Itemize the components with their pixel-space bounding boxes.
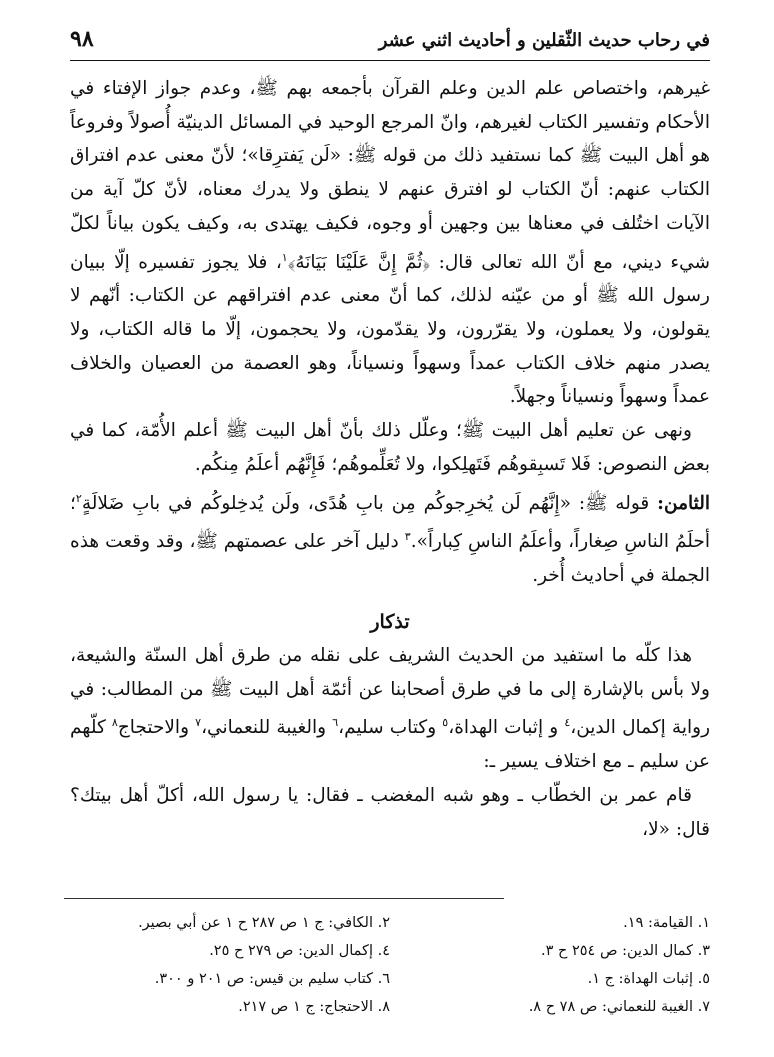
paragraph-4-text-d: والغيبة للنعماني، bbox=[201, 717, 333, 739]
paragraph-3-text-a: قوله ﷺ: «إِنَّهُم لَن يُخرِجوكُم مِن بابِ هُدًى، ولَن يُدخِلوكُم في بابِ ضَلالَةٍ bbox=[81, 492, 658, 514]
footnote-ref-8: ٨ bbox=[111, 716, 118, 730]
footnote-ref-4: ٤ bbox=[564, 716, 571, 730]
paragraph-3 bbox=[70, 482, 710, 593]
eighth-point-label: الثامن: bbox=[657, 492, 710, 514]
footnote-1: ١. القيامة: ١٩. bbox=[623, 915, 710, 931]
footnote-ref-6: ٦ bbox=[332, 716, 339, 730]
footnote-2: ٢. الكافي: ج ١ ص ٢٨٧ ح ١ عن أبي بصير. bbox=[138, 915, 390, 931]
paragraph-4-text-f: كلّهم عن سليم ـ مع اختلاف يسير ـ: bbox=[70, 717, 710, 773]
paragraph-4-text-e: والاحتجاج bbox=[117, 717, 196, 739]
paragraph-1 bbox=[70, 72, 710, 414]
paragraph-4-text-a: هذا كلّه ما استفيد من الحديث الشريف على نقله من طرق أهل السنّة والشيعة، ولا بأس بالإشارة إلى ما في طرق أصحابنا عن أئمّة أهل البيت ﷺ من المطالب: في رواية إكمال الدين، bbox=[70, 645, 710, 739]
section-heading: تذكار bbox=[370, 611, 410, 634]
footnote-divider bbox=[64, 898, 504, 899]
footnote-3: ٣. كمال الدين: ص ٢٥٤ ح ٣. bbox=[541, 943, 710, 959]
footnote-5: ٥. إثبات الهداة: ج ١. bbox=[587, 971, 710, 987]
footnote-row bbox=[70, 994, 710, 1022]
paragraph-3-text-c: دليل آخر على عصمتهم ﷺ، وقد وقعت هذه الجملة في أحاديث أُخر. bbox=[70, 531, 710, 587]
footnote-ref-5: ٥ bbox=[442, 716, 449, 730]
footnote-row bbox=[70, 910, 710, 938]
footnote-7: ٧. الغيبة للنعماني: ص ٧٨ ح ٨. bbox=[528, 999, 710, 1015]
paragraph-3-text-b: ؛ أحلَمُ الناسِ صِغاراً، وأعلَمُ الناسِ كِباراً». bbox=[70, 492, 710, 553]
running-title: في رحاب حديث الثّقلين و أحاديث اثني عشر bbox=[378, 30, 710, 51]
footnote-ref-3: ٣ bbox=[404, 530, 411, 544]
paragraph-4-text-b: و إثبات الهداة، bbox=[448, 717, 565, 739]
page-header bbox=[70, 24, 710, 58]
footnote-row bbox=[70, 966, 710, 994]
footnote-4: ٤. إكمال الدين: ص ٢٧٩ ح ٢٥. bbox=[209, 943, 390, 959]
paragraph-5: قام عمر بن الخطّاب ـ وهو شبه المغضب ـ فقال: يا رسول الله، أكلّ أهل بيتك؟ قال: «لا، bbox=[70, 784, 710, 840]
paragraph-2: ونهى عن تعليم أهل البيت ﷺ؛ وعلّل ذلك بأنّ أهل البيت ﷺ أعلم الأُمّة، كما في بعض النصوص: فَلا تَسبِقوهُم فَتَهلِكوا، ولا تُعَلِّموهُم؛ فَإِنَّهُم أعلَمُ مِنكُم. bbox=[70, 420, 710, 475]
paragraph-4 bbox=[70, 639, 710, 779]
footnote-8: ٨. الاحتجاج: ج ١ ص ٢١٧. bbox=[238, 999, 390, 1015]
footnote-row bbox=[70, 938, 710, 966]
body-text bbox=[70, 72, 710, 846]
footnote-6: ٦. كتاب سليم بن قيس: ص ٢٠١ و ٣٠٠. bbox=[154, 971, 390, 987]
paragraph-1-end: ، فلا يجوز تفسيره إلّا ببيان رسول الله ﷺ أو من عيّنه لذلك، كما أنّ معنى عدم افتراقهم عن الكتاب: أنّهم لا يقولون، ولا يعملون، ولا يقرّرون، ولا يقدّمون، ولا يحجمون، إلّا ما قاله الكتاب، ولا يصدر منهم خلاف الكتاب عمداً وسهواً ونسياناً، وهو العصمة من العصيان والخلاف عمداً وسهواً ونسياناً وجهلاً. bbox=[70, 251, 710, 408]
footnote-ref-1: ١ bbox=[281, 250, 288, 264]
footnote-ref-7: ٧ bbox=[195, 716, 202, 730]
footnote-ref-2: ٢ bbox=[75, 491, 82, 505]
paragraph-1-text: غيرهم، واختصاص علم الدين وعلم القرآن بأجمعه بهم ﷺ، وعدم جواز الإفتاء في الأحكام وتفسير الكتاب لغيرهم، وانّ المرجع الوحيد في المسائل الدينيّة أُصولاً وفروعاً هو أهل البيت ﷺ كما نستفيد ذلك من قوله ﷺ: «لَن يَفترِقا»؛ لأنّ معنى عدم افتراق الكتاب عنهم: أنّ الكتاب لو افترق عنهم لا ينطق ولا يدرك معناه، لأنّ كلّ آية من الآيات اختُلف في معناها بين وجهين أو وجوه، فكيف يهتدى به، وكيف يكون بياناً لكلّ شيء ديني، مع أنّ الله تعالى قال: ﴿ثُمَّ إِنَّ عَلَيْنَا بَيَانَهُ﴾ bbox=[70, 78, 710, 273]
paragraph-4-text-c: وكتاب سليم، bbox=[338, 717, 443, 739]
page-number: ٩٨ bbox=[70, 26, 94, 52]
footnotes bbox=[70, 910, 710, 1022]
header-divider bbox=[70, 60, 710, 61]
